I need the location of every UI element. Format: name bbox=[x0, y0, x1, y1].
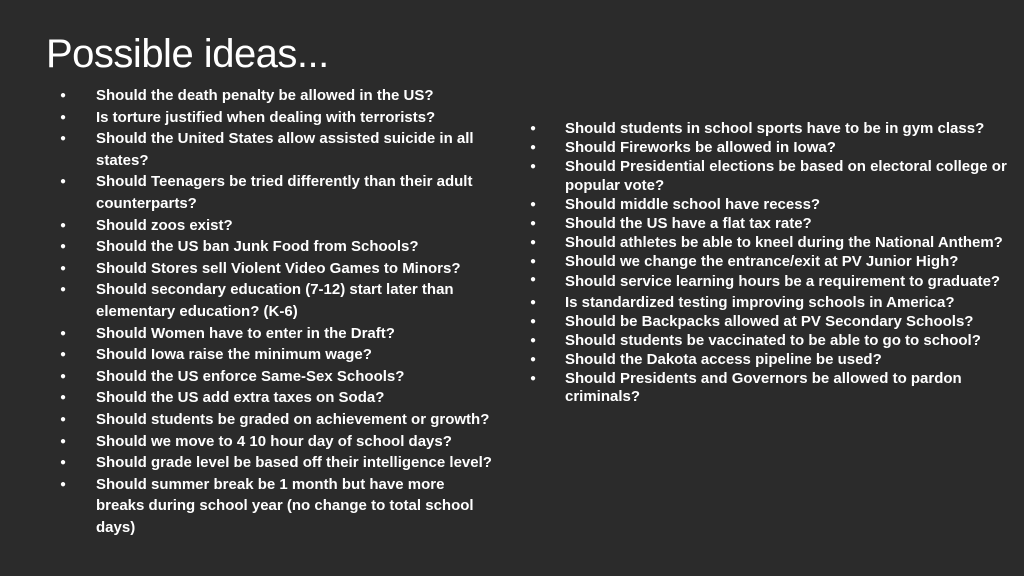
list-item bbox=[60, 215, 496, 237]
right-idea-list bbox=[530, 120, 1010, 407]
bullet-icon: ● bbox=[530, 353, 537, 365]
list-item bbox=[530, 195, 1010, 215]
bullet-icon: ● bbox=[60, 284, 67, 296]
bullet-icon: ● bbox=[530, 160, 537, 172]
bullet-icon: ● bbox=[530, 123, 537, 134]
list-item-text: Should Iowa raise the minimum wage? bbox=[96, 346, 372, 364]
list-item bbox=[530, 138, 1010, 158]
list-item bbox=[530, 233, 1010, 253]
bullet-icon: ● bbox=[60, 133, 67, 145]
list-item-text: Should the US ban Junk Food from Schools? bbox=[96, 238, 419, 256]
list-item-text: Should we move to 4 10 hour day of school days? bbox=[96, 432, 452, 450]
list-item bbox=[530, 214, 1010, 234]
list-item-text: Should students in school sports have to be in gym class? bbox=[565, 120, 985, 137]
list-item bbox=[60, 171, 496, 214]
list-item-text: Should Presidential elections be based on electoral college or popular vote? bbox=[565, 157, 1007, 194]
list-item-text: Should Fireworks be allowed in Iowa? bbox=[565, 138, 836, 156]
list-item-text: Should the death penalty be allowed in the US? bbox=[96, 87, 434, 104]
list-item bbox=[60, 279, 496, 322]
list-item-text: Should Stores sell Violent Video Games to Minors? bbox=[96, 259, 461, 277]
list-item bbox=[60, 85, 496, 107]
list-item-text: Should Presidents and Governors be allowed to pardon criminals? bbox=[565, 369, 962, 406]
list-item bbox=[60, 366, 496, 388]
list-item bbox=[60, 323, 496, 345]
list-item-text: Should the US add extra taxes on Soda? bbox=[96, 389, 385, 407]
list-item-text: Should grade level be based off their intelligence level? bbox=[96, 454, 492, 472]
list-item bbox=[60, 128, 496, 171]
list-item bbox=[530, 271, 1010, 293]
bullet-icon: ● bbox=[530, 274, 537, 286]
bullet-icon: ● bbox=[60, 327, 67, 339]
bullet-icon: ● bbox=[60, 262, 67, 274]
left-idea-list bbox=[60, 85, 496, 538]
bullet-icon: ● bbox=[530, 141, 537, 153]
list-item bbox=[60, 474, 496, 539]
list-item-text: Should students be vaccinated to be able to go to school? bbox=[565, 331, 981, 349]
list-item bbox=[530, 157, 1010, 196]
list-item-text: Should Women have to enter in the Draft? bbox=[96, 324, 395, 342]
list-item bbox=[530, 252, 1010, 272]
list-item-text: Should students be graded on achievement or growth? bbox=[96, 410, 490, 428]
bullet-icon: ● bbox=[60, 413, 67, 425]
bullet-icon: ● bbox=[530, 217, 537, 229]
list-item-text: Should zoos exist? bbox=[96, 216, 233, 234]
list-item-text: Should summer break be 1 month but have more breaks during school year (no change to total school days) bbox=[96, 475, 474, 536]
list-item-text: Is standardized testing improving schools in America? bbox=[565, 293, 955, 311]
list-item bbox=[60, 452, 496, 474]
list-item bbox=[60, 387, 496, 409]
list-item-text: Should athletes be able to kneel during the National Anthem? bbox=[565, 233, 1003, 251]
bullet-icon: ● bbox=[530, 296, 537, 308]
bullet-icon: ● bbox=[530, 372, 537, 384]
list-item bbox=[60, 409, 496, 431]
bullet-icon: ● bbox=[530, 334, 537, 346]
bullet-icon: ● bbox=[60, 176, 67, 188]
bullet-icon: ● bbox=[60, 241, 67, 253]
bullet-icon: ● bbox=[530, 255, 537, 267]
list-item-text: Should service learning hours be a requirement to graduate? bbox=[565, 273, 1001, 291]
bullet-icon: ● bbox=[60, 370, 67, 382]
bullet-icon: ● bbox=[60, 219, 67, 231]
list-item-text: Should we change the entrance/exit at PV Junior High? bbox=[565, 252, 959, 270]
list-item-text: Should the US enforce Same-Sex Schools? bbox=[96, 367, 405, 385]
list-item bbox=[60, 258, 496, 280]
bullet-icon: ● bbox=[530, 236, 537, 248]
list-item bbox=[530, 350, 1010, 370]
list-item-text: Is torture justified when dealing with terrorists? bbox=[96, 108, 436, 126]
list-item-text: Should the United States allow assisted suicide in all states? bbox=[96, 130, 474, 169]
list-item-text: Should Teenagers be tried differently than their adult counterparts? bbox=[96, 173, 473, 212]
list-item bbox=[60, 344, 496, 366]
bullet-icon: ● bbox=[530, 198, 537, 210]
list-item bbox=[60, 431, 496, 453]
bullet-icon: ● bbox=[60, 478, 67, 490]
bullet-icon: ● bbox=[60, 111, 67, 123]
bullet-icon: ● bbox=[530, 315, 537, 327]
bullet-icon: ● bbox=[60, 435, 67, 447]
list-item bbox=[530, 331, 1010, 351]
list-item-text: Should the Dakota access pipeline be used? bbox=[565, 350, 882, 368]
list-item bbox=[530, 369, 1010, 408]
list-item bbox=[530, 120, 1010, 139]
list-item-text: Should secondary education (7-12) start later than elementary education? (K-6) bbox=[96, 281, 454, 320]
list-item-text: Should the US have a flat tax rate? bbox=[565, 214, 812, 232]
list-item bbox=[530, 312, 1010, 332]
bullet-icon: ● bbox=[60, 457, 67, 469]
bullet-icon: ● bbox=[60, 90, 67, 101]
list-item bbox=[60, 236, 496, 258]
bullet-icon: ● bbox=[60, 392, 67, 404]
bullet-icon: ● bbox=[60, 349, 67, 361]
slide-title: Possible ideas... bbox=[46, 32, 329, 76]
list-item bbox=[60, 107, 496, 129]
list-item-text: Should be Backpacks allowed at PV Secondary Schools? bbox=[565, 312, 974, 330]
list-item-text: Should middle school have recess? bbox=[565, 195, 821, 213]
list-item bbox=[530, 293, 1010, 313]
